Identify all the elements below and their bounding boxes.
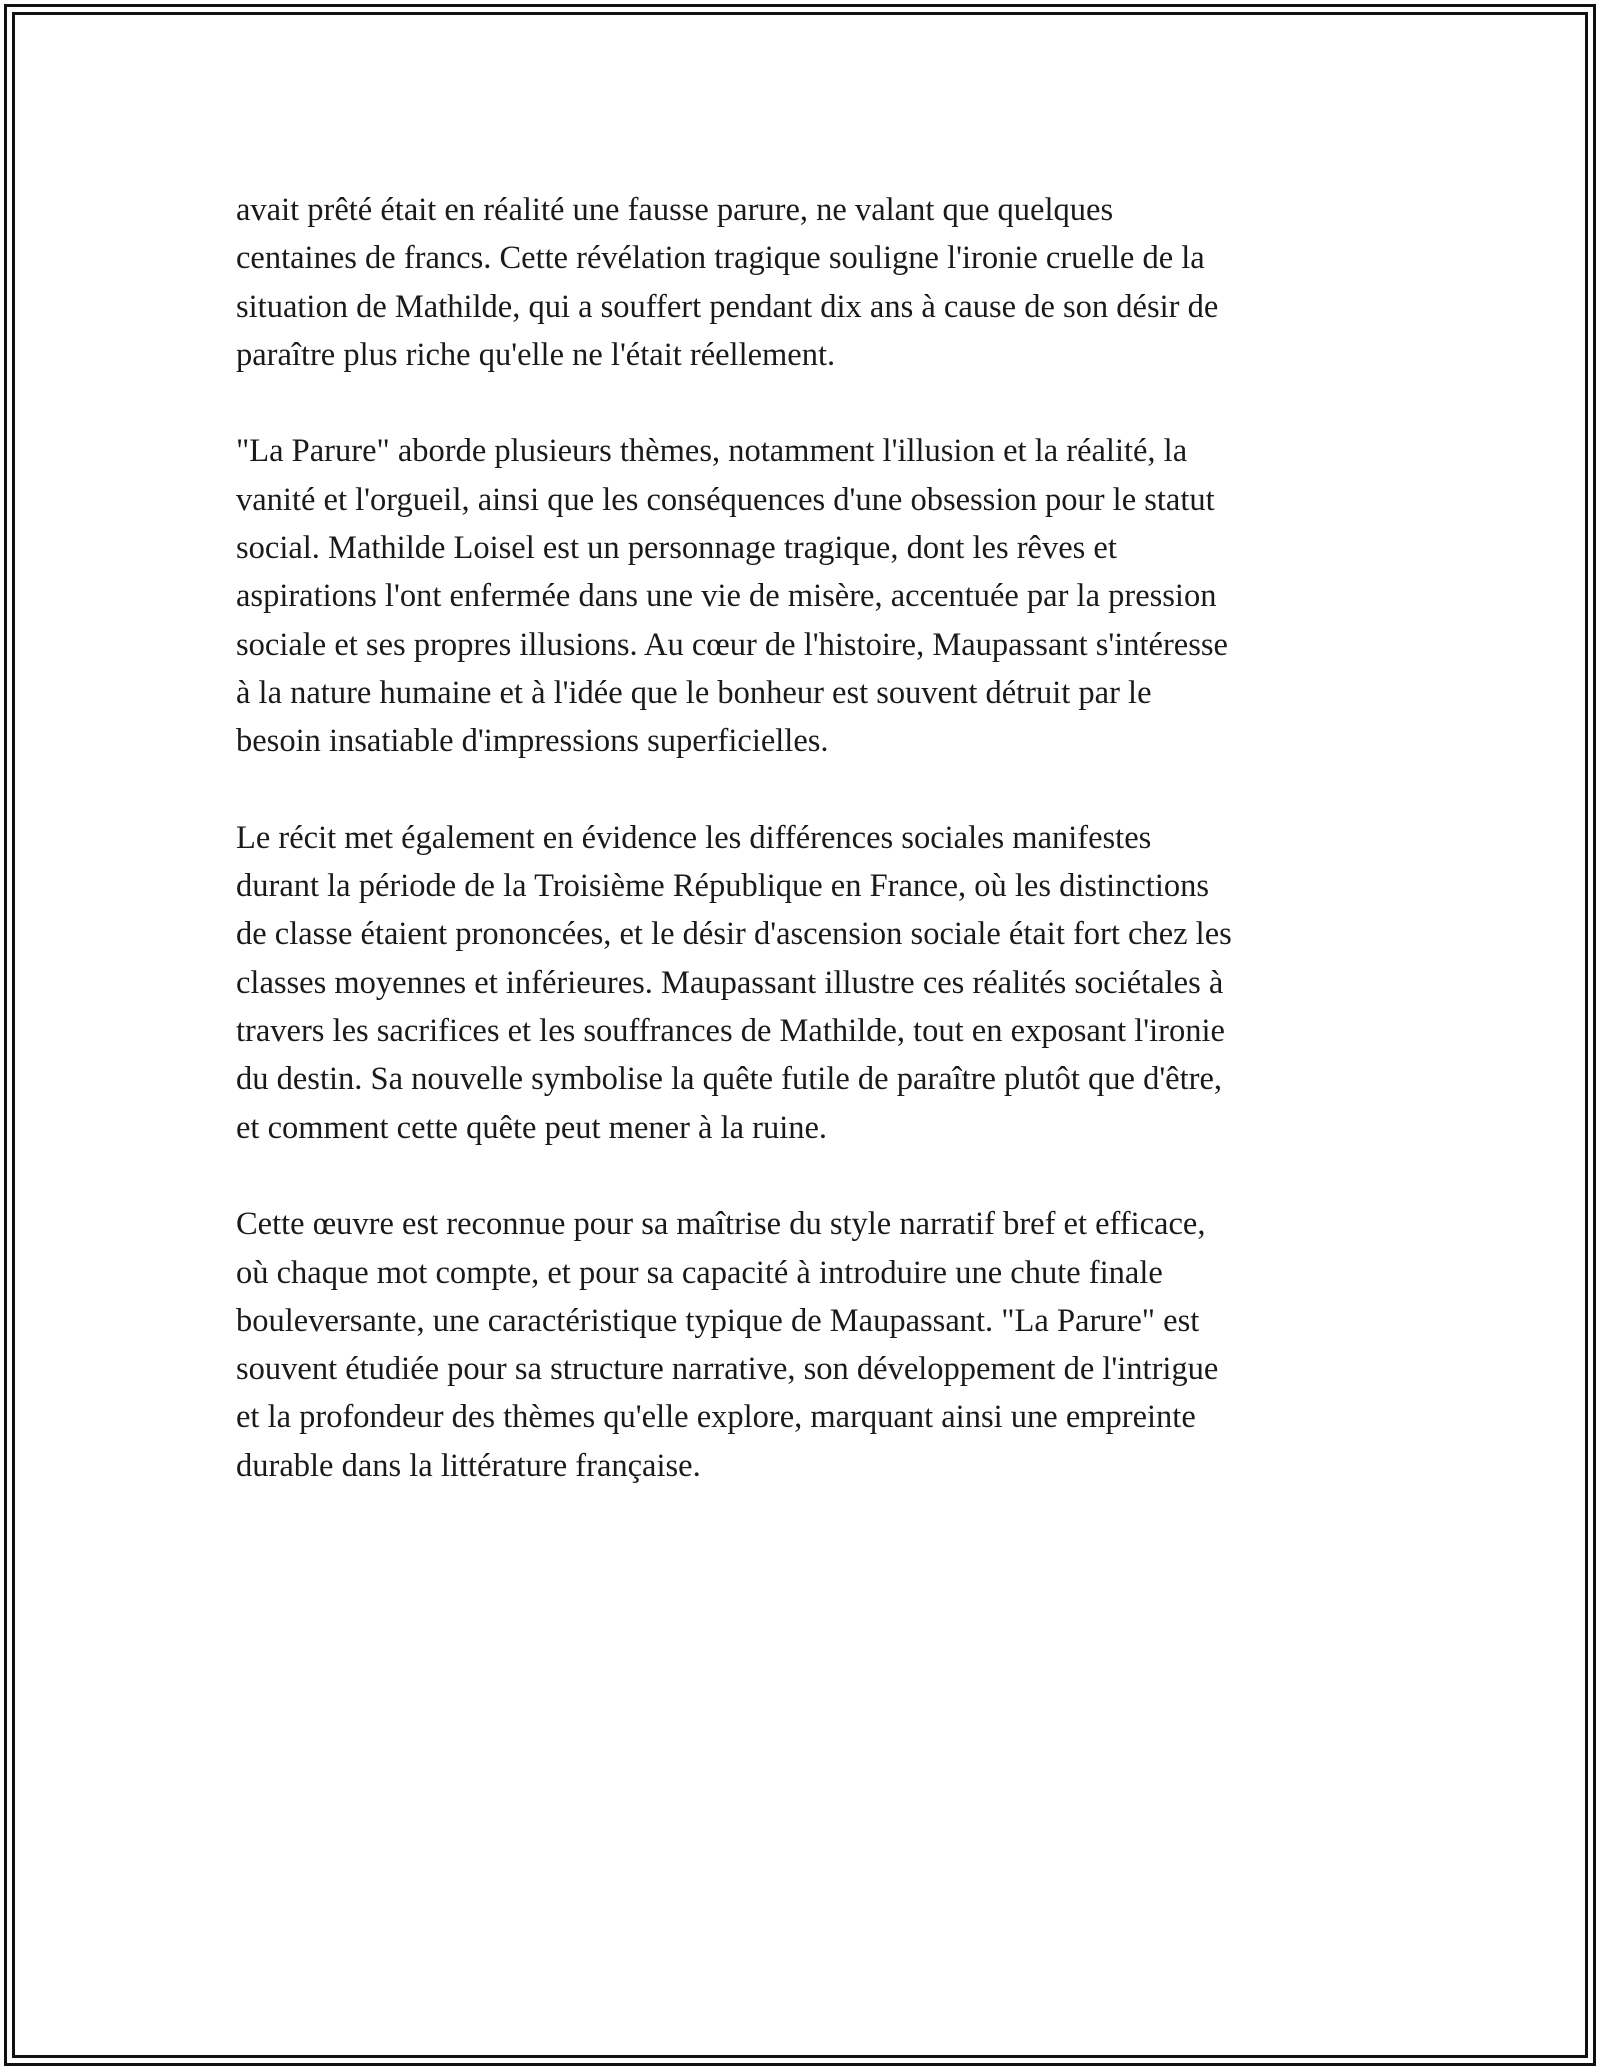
document-body [236,186,1366,1490]
paragraph-1: avait prêté était en réalité une fausse parure, ne valant que quelques centaines de francs. Cette révélation tragique souligne l'ironie cruelle de la situation de Mathilde, qui a souffert pendant dix ans à cause de son désir de paraître plus riche qu'elle ne l'était réellement. [236,192,1219,373]
paragraph-4: Cette œuvre est reconnue pour sa maîtrise du style narratif bref et efficace, où chaque mot compte, et pour sa capacité à introduire une chute finale bouleversante, une caractéristique typique de Maupassant. "La Parure" est souvent étudiée pour sa structure narrative, son développement de l'intrigue et la profondeur des thèmes qu'elle explore, marquant ainsi une empreinte durable dans la littérature française. [236,1206,1219,1484]
paragraph-3: Le récit met également en évidence les différences sociales manifestes durant la période de la Troisième République en France, où les distinctions de classe étaient prononcées, et le désir d'ascension sociale était fort chez les classes moyennes et inférieures. Maupassant illustre ces réalités sociétales à travers les sacrifices et les souffrances de Mathilde, tout en exposant l'ironie du destin. Sa nouvelle symbolise la quête futile de paraître plutôt que d'être, et comment cette quête peut mener à la ruine. [236,819,1232,1146]
paragraph-2: "La Parure" aborde plusieurs thèmes, notamment l'illusion et la réalité, la vanité et l'orgueil, ainsi que les conséquences d'une obsession pour le statut social. Mathilde Loisel est un personnage tragique, dont les rêves et aspirations l'ont enfermée dans une vie de misère, accentuée par la pression sociale et ses propres illusions. Au cœur de l'histoire, Maupassant s'intéresse à la nature humaine et à l'idée que le bonheur est souvent détruit par le besoin insatiable d'impressions superficielles. [236,433,1228,760]
